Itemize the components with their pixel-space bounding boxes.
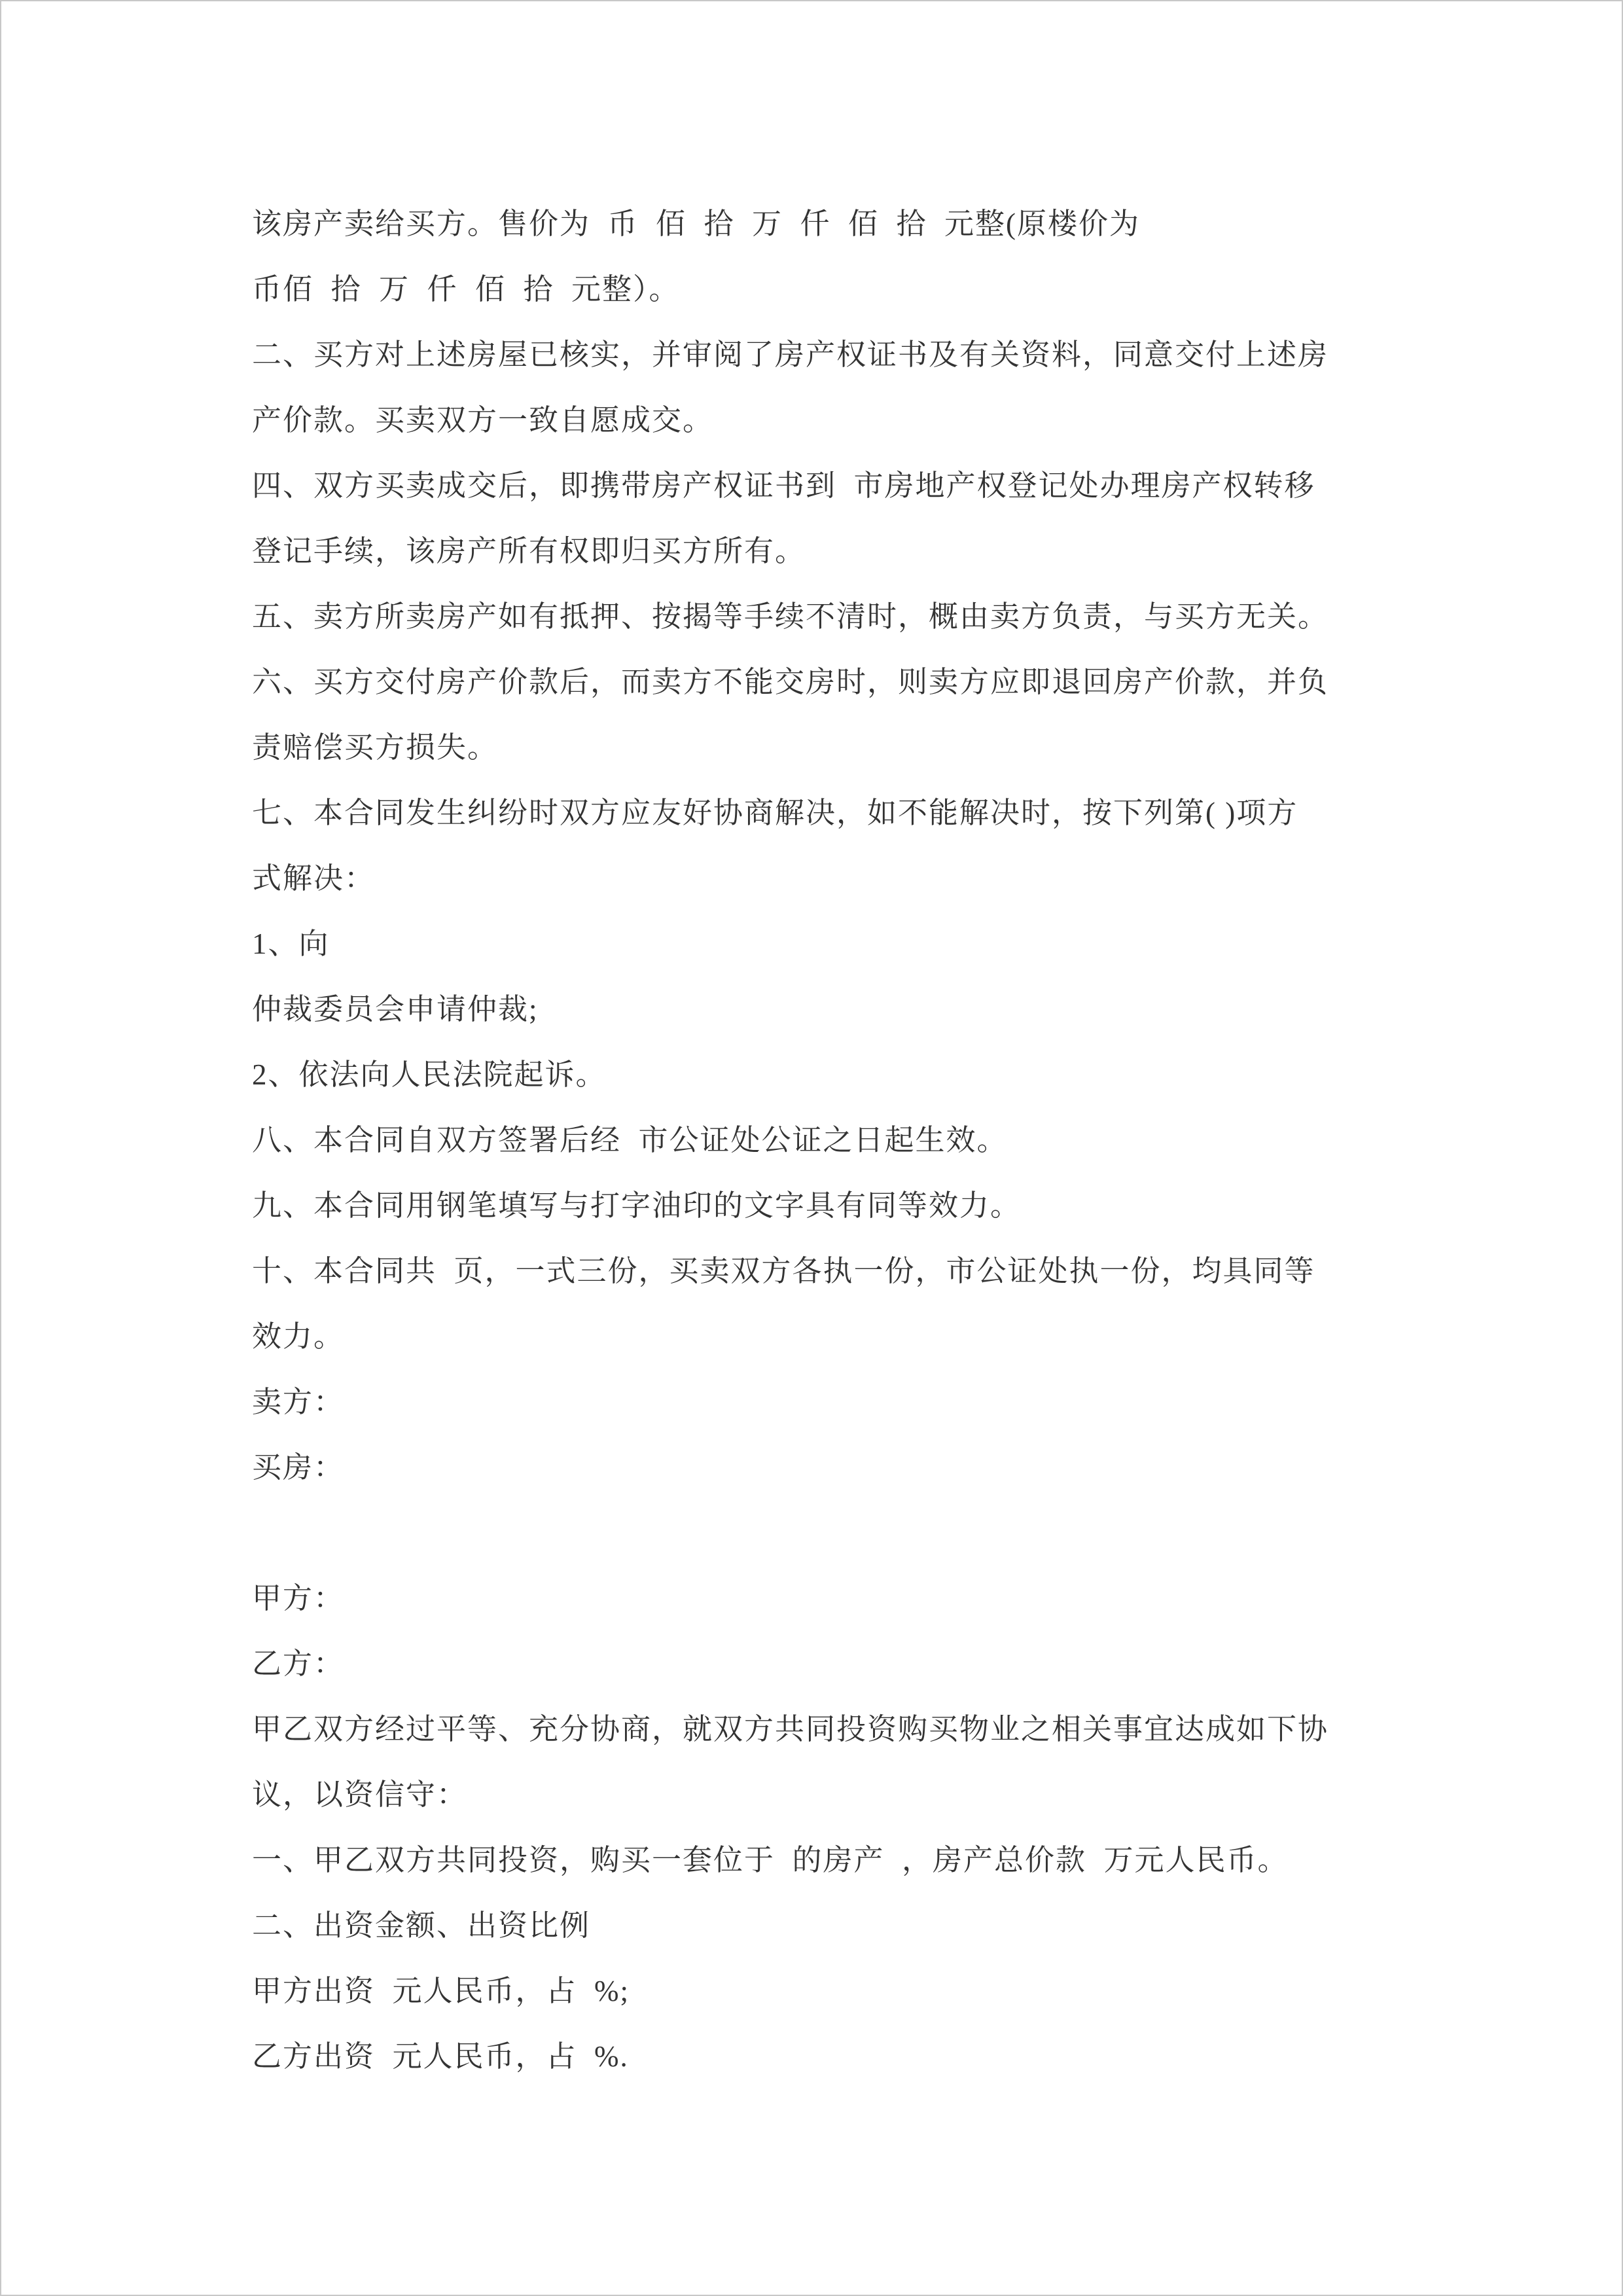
contract-line: 十、本合同共 页，一式三份，买卖双方各执一份，市公证处执一份，均具同等 (252, 1255, 1315, 1287)
contract-line: 式解决： (252, 862, 376, 895)
contract-line: 六、买方交付房产价款后，而卖方不能交房时，则卖方应即退回房产价款，并负 (252, 666, 1329, 698)
contract-line: 仲裁委员会申请仲裁; (252, 993, 539, 1026)
contract-line-party-b: 乙方： (252, 1647, 345, 1680)
contract-line-blank (252, 1500, 1443, 1566)
contract-line: 效力。 (252, 1320, 345, 1353)
contract-line: 乙方出资 元人民币，占 %. (252, 2040, 629, 2073)
contract-line: 责赔偿买方损失。 (252, 731, 499, 764)
contract-line: 五、卖方所卖房产如有抵押、按揭等手续不清时，概由卖方负责，与买方无关。 (252, 600, 1329, 633)
contract-line: 产价款。买卖双方一致自愿成交。 (252, 404, 714, 437)
contract-line: 二、出资金额、出资比例 (252, 1909, 591, 1942)
contract-line-buyer-signature: 买房： (252, 1451, 345, 1484)
contract-line: 议，以资信守： (252, 1778, 468, 1811)
contract-line-seller-signature: 卖方： (252, 1386, 345, 1418)
contract-line: 九、本合同用钢笔填写与打字油印的文字具有同等效力。 (252, 1189, 1022, 1222)
contract-line: 七、本合同发生纠纷时双方应友好协商解决，如不能解决时，按下列第( )项方 (252, 797, 1298, 829)
contract-line: 币佰 拾 万 仟 佰 拾 元整）。 (252, 273, 680, 306)
contract-line: 甲方出资 元人民币，占 %; (252, 1975, 630, 2007)
contract-line: 四、双方买卖成交后，即携带房产权证书到 市房地产权登记处办理房产权转移 (252, 469, 1315, 502)
contract-line: 2、依法向人民法院起诉。 (252, 1058, 607, 1091)
contract-line: 甲乙双方经过平等、充分协商，就双方共同投资购买物业之相关事宜达成如下协 (252, 1713, 1329, 1746)
contract-line: 八、本合同自双方签署后经 市公证处公证之日起生效。 (252, 1124, 1008, 1157)
contract-line: 一、甲乙双方共同投资，购买一套位于 的房产 ，房产总价款 万元人民币。 (252, 1844, 1289, 1876)
contract-line-party-a: 甲方： (252, 1582, 345, 1615)
contract-line: 该房产卖给买方。售价为 币 佰 拾 万 仟 佰 拾 元整(原楼价为 (252, 207, 1140, 240)
contract-line: 二、买方对上述房屋已核实，并审阅了房产权证书及有关资料，同意交付上述房 (252, 338, 1329, 371)
contract-line: 登记手续，该房产所有权即归买方所有。 (252, 535, 806, 567)
contract-text-block (252, 191, 1443, 2089)
contract-line: 1、向 (252, 927, 330, 960)
